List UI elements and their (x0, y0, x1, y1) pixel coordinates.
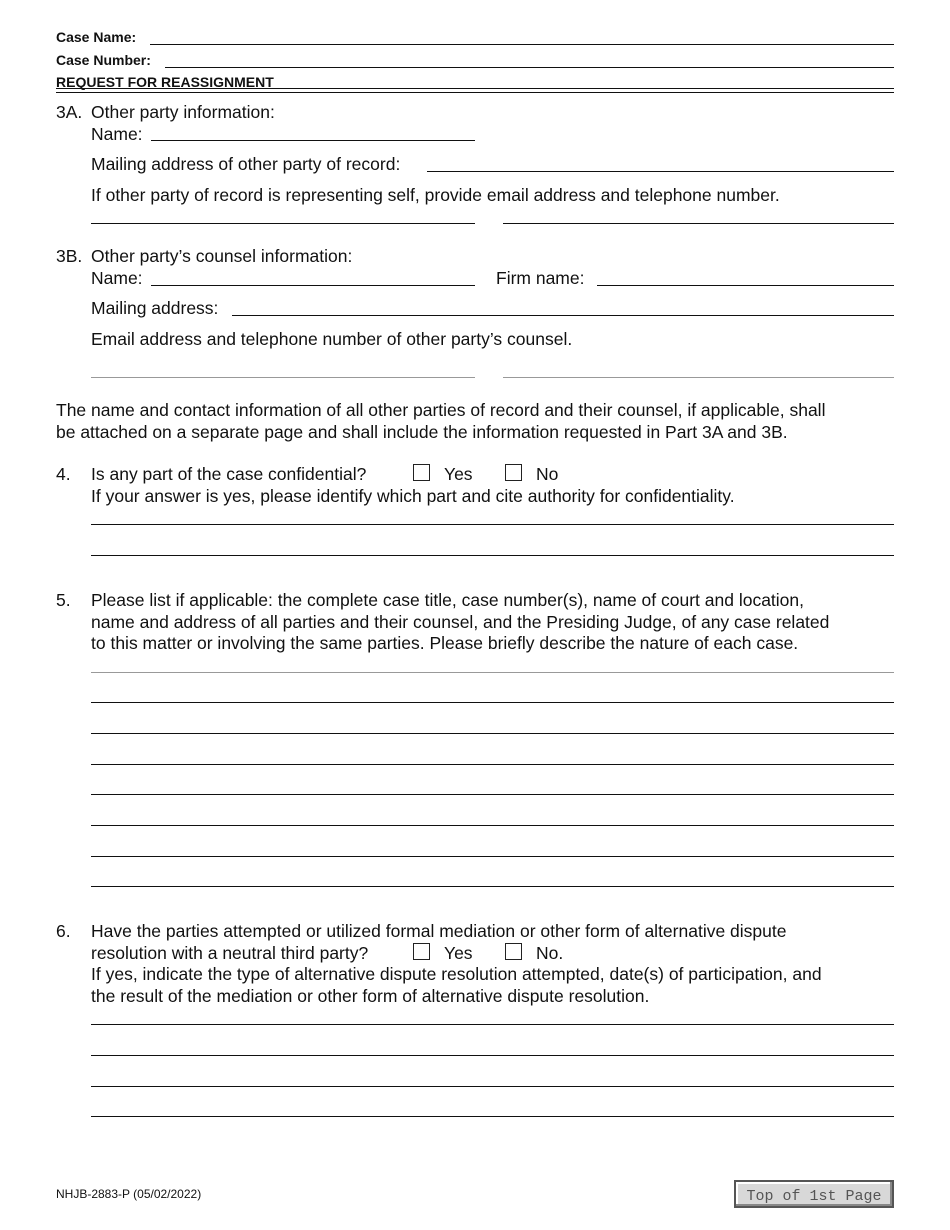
q5-answer-line[interactable] (91, 672, 894, 673)
section-3b-mailing-field[interactable] (232, 315, 894, 316)
q6-answer-line[interactable] (91, 1116, 894, 1117)
section-3b-name-field[interactable] (151, 285, 475, 286)
q4-yes-label: Yes (444, 464, 473, 484)
q6-number: 6. (56, 921, 71, 941)
section-3b-email-field[interactable] (91, 377, 475, 378)
section-3a-mailing-label: Mailing address of other party of record: (91, 154, 401, 174)
q6-no-checkbox[interactable] (505, 943, 522, 960)
q4-no-checkbox[interactable] (505, 464, 522, 481)
section-3a-email-instruction: If other party of record is representing self, provide email address and telephone number. (91, 185, 780, 205)
section-3b-number: 3B. (56, 246, 83, 266)
q5-answer-line[interactable] (91, 794, 894, 795)
q6-answer-line[interactable] (91, 1086, 894, 1087)
section-3b-title: Other party’s counsel information: (91, 246, 353, 266)
attachment-note-line1: The name and contact information of all other parties of record and their counsel, if applicable, shall (56, 400, 826, 420)
q6-answer-line[interactable] (91, 1024, 894, 1025)
q5-answer-line[interactable] (91, 702, 894, 703)
q5-answer-line[interactable] (91, 825, 894, 826)
section-3a-number: 3A. (56, 102, 83, 122)
section-3b-firm-label: Firm name: (496, 268, 585, 288)
q5-line2: name and address of all parties and their counsel, and the Presiding Judge, of any case related (91, 612, 830, 632)
q4-no-label: No (536, 464, 559, 484)
q6-line3: If yes, indicate the type of alternative dispute resolution attempted, date(s) of participation, and (91, 964, 822, 984)
q4-answer-line[interactable] (91, 524, 894, 525)
section-3a-name-field[interactable] (151, 140, 475, 141)
q5-answer-line[interactable] (91, 764, 894, 765)
section-3b-phone-field[interactable] (503, 377, 894, 378)
q6-answer-line[interactable] (91, 1055, 894, 1056)
q5-answer-line[interactable] (91, 856, 894, 857)
q5-number: 5. (56, 590, 71, 610)
section-3b-name-label: Name: (91, 268, 143, 288)
q5-answer-line[interactable] (91, 733, 894, 734)
header-divider (56, 88, 894, 93)
form-id: NHJB-2883-P (05/02/2022) (56, 1187, 202, 1201)
q4-yes-checkbox[interactable] (413, 464, 430, 481)
case-name-label: Case Name: (56, 29, 137, 45)
q6-yes-checkbox[interactable] (413, 943, 430, 960)
case-name-field[interactable] (150, 44, 894, 45)
case-number-label: Case Number: (56, 52, 151, 68)
section-3b-firm-field[interactable] (597, 285, 894, 286)
q6-line1: Have the parties attempted or utilized formal mediation or other form of alternative dispute (91, 921, 787, 941)
top-of-first-page-button[interactable]: Top of 1st Page (734, 1180, 894, 1208)
case-number-field[interactable] (165, 67, 894, 68)
section-3a-mailing-field[interactable] (427, 171, 894, 172)
q4-followup: If your answer is yes, please identify which part and cite authority for confidentiality. (91, 486, 735, 506)
q5-line3: to this matter or involving the same parties. Please briefly describe the nature of each case. (91, 633, 799, 653)
q6-yes-label: Yes (444, 943, 473, 963)
q6-no-label: No. (536, 943, 564, 963)
q5-answer-line[interactable] (91, 886, 894, 887)
q6-line4: the result of the mediation or other form of alternative dispute resolution. (91, 986, 650, 1006)
q4-number: 4. (56, 464, 71, 484)
section-3b-email-instruction: Email address and telephone number of other party’s counsel. (91, 329, 573, 349)
section-3a-phone-field[interactable] (503, 223, 894, 224)
q6-line2: resolution with a neutral third party? (91, 943, 369, 963)
section-3a-name-label: Name: (91, 124, 143, 144)
q4-answer-line[interactable] (91, 555, 894, 556)
section-3a-title: Other party information: (91, 102, 275, 122)
attachment-note-line2: be attached on a separate page and shall include the information requested in Part 3A and 3B. (56, 422, 788, 442)
q4-question: Is any part of the case confidential? (91, 464, 367, 484)
section-3a-email-field[interactable] (91, 223, 475, 224)
form-title: REQUEST FOR REASSIGNMENT (56, 74, 274, 90)
q5-line1: Please list if applicable: the complete case title, case number(s), name of court and location, (91, 590, 805, 610)
section-3b-mailing-label: Mailing address: (91, 298, 219, 318)
